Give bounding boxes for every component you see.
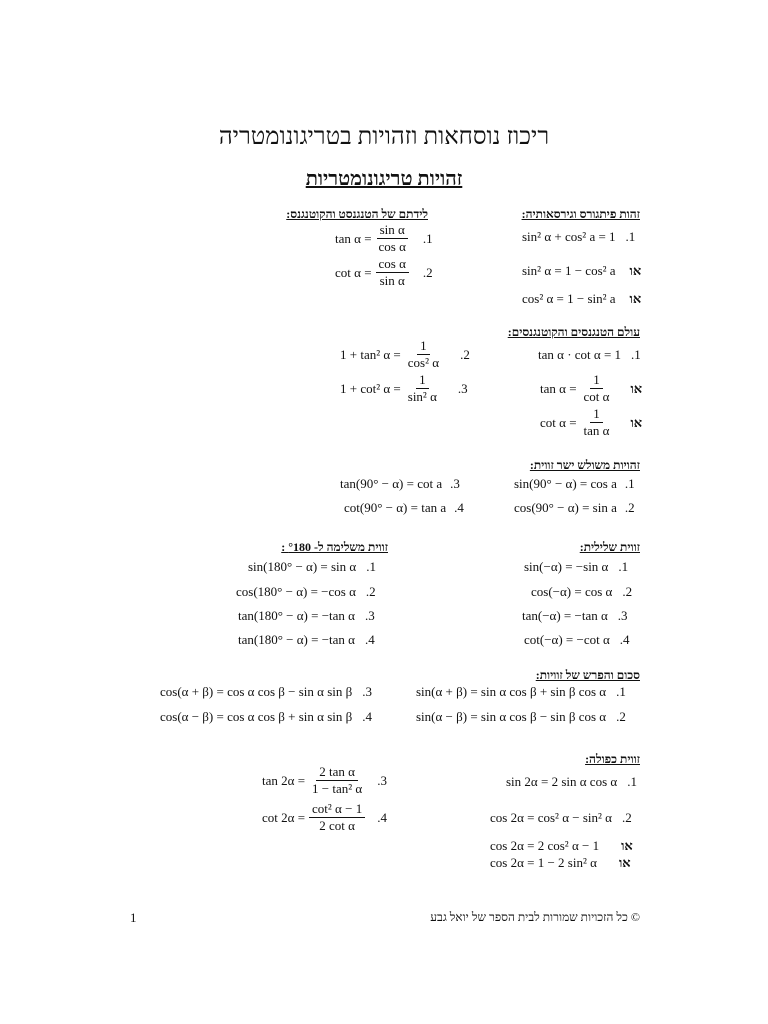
formula-text: cos 2α = cos² α − sin² α: [490, 810, 612, 825]
formula-double-1: [506, 774, 637, 790]
formula-tangents-1b: [540, 372, 642, 405]
formula-lhs: 1 + cot² α =: [340, 380, 401, 396]
formula-negative-4: [524, 632, 630, 648]
formula-number: .3: [450, 476, 460, 491]
or-label: או: [630, 380, 643, 396]
formula-text: sin(90° − α) = cos a: [514, 476, 617, 491]
formula-pythagoras-3: [522, 291, 641, 307]
formula-supplementary-3: [238, 608, 375, 624]
or-label: או: [618, 855, 631, 870]
formula-number: .4: [365, 632, 375, 647]
formula-double-4: [490, 855, 631, 871]
formula-lhs: 1 + tan² α =: [340, 346, 401, 362]
formula-text: cos 2α = 1 − 2 sin² α: [490, 855, 597, 870]
formula-number: .1: [618, 559, 629, 574]
denominator: cos α: [378, 239, 406, 254]
formula-number: .1: [366, 559, 376, 574]
numerator: cos α: [376, 256, 409, 273]
formula-right-triangle-4: [344, 500, 464, 516]
formula-number: .2: [616, 709, 626, 724]
formula-right-triangle-2: [514, 500, 635, 516]
denominator: cot α: [583, 389, 610, 404]
section-header-tan-cot-def: לידתם של הטנגנסט והקוטנגנס:: [286, 207, 428, 221]
formula-double-cot: [262, 801, 387, 834]
formula-number: .3: [617, 608, 628, 623]
or-label: או: [621, 838, 633, 853]
formula-text: sin(α + β) = sin α cos β + sin β cos α: [416, 684, 607, 699]
formula-number: .2: [460, 346, 470, 362]
page-title: ריכוז נוסחאות וזהויות בטריגונומטריה: [218, 124, 550, 150]
formula-sum-diff-1: [416, 684, 626, 700]
formula-text: sin(−α) = −sin α: [524, 559, 609, 574]
formula-lhs: cot α =: [540, 414, 577, 430]
section-header-supplementary: זווית משלימה ל- °180 :: [281, 540, 388, 554]
fraction: [581, 406, 613, 439]
fraction: [405, 372, 440, 405]
formula-text: cos 2α = 2 cos² α − 1: [490, 838, 600, 853]
page-subtitle: זהויות טריגונומטריות: [305, 168, 463, 190]
formula-number: .4: [362, 709, 373, 724]
section-header-sum-diff: סכום והפרש של זוויות:: [535, 668, 640, 682]
formula-number: .1: [624, 476, 635, 491]
formula-cot-def: [335, 256, 433, 289]
formula-sum-diff-3: [160, 684, 372, 700]
formula-negative-2: [531, 584, 632, 600]
formula-text: tan(180° − α) = −tan α: [238, 608, 355, 623]
formula-text: sin(α − β) = sin α cos β − sin β cos α: [416, 709, 607, 724]
formula-number: .2: [422, 264, 433, 280]
formula-sum-diff-4: [160, 709, 372, 725]
formula-number: .1: [616, 684, 626, 699]
or-label: או: [629, 263, 642, 278]
fraction: [309, 801, 365, 834]
formula-supplementary-4: [238, 632, 375, 648]
formula-lhs: tan α =: [540, 380, 577, 396]
formula-lhs: cot 2α =: [262, 809, 306, 825]
numerator: 1: [590, 372, 603, 389]
formula-supplementary-1: [248, 559, 376, 575]
numerator: cot² α − 1: [309, 801, 365, 818]
formula-text: cos(180° − α) = −cos α: [236, 584, 356, 599]
numerator: 1: [590, 406, 603, 423]
formula-text: tan α · cot α = 1: [538, 347, 622, 362]
formula-text: cos(−α) = cos α: [531, 584, 613, 599]
formula-text: cot(−α) = −cot α: [524, 632, 610, 647]
formula-text: sin 2α = 2 sin α cos α: [506, 774, 618, 789]
section-header-pythagoras: זהות פיתגורס וגירסאותיה:: [521, 207, 640, 221]
formula-text: cos² α = 1 − sin² a: [522, 291, 616, 306]
formula-tangents-1c: [540, 406, 642, 439]
formula-pythagoras-1: [522, 229, 635, 245]
footer-copyright: © כל הזכויות שמורות לבית הספר של יואל גבע: [430, 910, 640, 924]
section-header-negative: זווית שלילית:: [579, 540, 640, 554]
formula-text: sin² α = 1 − cos² a: [522, 263, 616, 278]
fraction: [376, 222, 409, 255]
fraction: [309, 764, 365, 797]
or-label: או: [630, 414, 643, 430]
formula-text: tan(90° − α) = cot a: [340, 476, 443, 491]
formula-double-tan: [262, 764, 387, 797]
formula-text: cot(90° − α) = tan a: [344, 500, 447, 515]
numerator: 1: [416, 372, 429, 389]
formula-lhs: cot α =: [335, 264, 372, 280]
denominator: 1 − tan² α: [312, 781, 363, 796]
denominator: 2 cot α: [319, 818, 355, 833]
formula-text: cos(90° − α) = sin a: [514, 500, 617, 515]
formula-number: .1: [631, 347, 641, 362]
formula-supplementary-2: [236, 584, 376, 600]
formula-number: .2: [624, 500, 635, 515]
formula-number: .4: [454, 500, 464, 515]
formula-negative-3: [522, 608, 628, 624]
numerator: 1: [417, 338, 430, 355]
formula-number: .2: [622, 584, 633, 599]
formula-text: cos(α + β) = cos α cos β − sin α sin β: [160, 684, 353, 699]
formula-number: .3: [377, 772, 387, 788]
formula-number: .1: [627, 774, 637, 789]
formula-pythagoras-2: [522, 263, 641, 279]
formula-lhs: tan α =: [335, 230, 372, 246]
formula-text: cos(α − β) = cos α cos β + sin α sin β: [160, 709, 353, 724]
section-header-tangents: עולם הטנגנסים והקוטנגנסים:: [507, 325, 640, 339]
fraction: [405, 338, 442, 371]
formula-number: .4: [377, 809, 387, 825]
section-header-double: זווית כפולה:: [585, 752, 640, 766]
denominator: tan α: [583, 423, 610, 438]
formula-tan-def: [335, 222, 433, 255]
fraction: [581, 372, 613, 405]
formula-number: .1: [625, 229, 636, 244]
formula-sum-diff-2: [416, 709, 626, 725]
formula-number: .2: [621, 810, 632, 825]
page-number: 1: [130, 910, 137, 925]
formula-number: .2: [365, 584, 376, 599]
numerator: sin α: [377, 222, 408, 239]
denominator: cos² α: [407, 355, 440, 370]
section-header-right-triangle: זהויות משולש ישר זווית:: [529, 458, 640, 472]
numerator: 2 tan α: [316, 764, 358, 781]
formula-right-triangle-1: [514, 476, 635, 492]
formula-double-3: [490, 838, 633, 854]
or-label: או: [629, 291, 642, 306]
formula-lhs: tan 2α =: [262, 772, 306, 788]
formula-negative-1: [524, 559, 628, 575]
formula-tangents-2: [340, 338, 470, 371]
formula-double-2: [490, 810, 632, 826]
fraction: [376, 256, 409, 289]
formula-right-triangle-3: [340, 476, 460, 492]
formula-number: .4: [619, 632, 630, 647]
formula-tangents-1: [538, 347, 641, 363]
formula-text: tan(180° − α) = −tan α: [238, 632, 355, 647]
formula-tangents-3: [340, 372, 468, 405]
denominator: sin² α: [407, 389, 437, 404]
formula-number: .3: [457, 380, 468, 396]
formula-text: sin(180° − α) = sin α: [248, 559, 357, 574]
formula-text: tan(−α) = −tan α: [522, 608, 608, 623]
denominator: sin α: [379, 273, 405, 288]
formula-number: .3: [365, 608, 375, 623]
formula-number: .3: [362, 684, 373, 699]
formula-text: sin² α + cos² a = 1: [522, 229, 616, 244]
formula-number: .1: [422, 230, 433, 246]
